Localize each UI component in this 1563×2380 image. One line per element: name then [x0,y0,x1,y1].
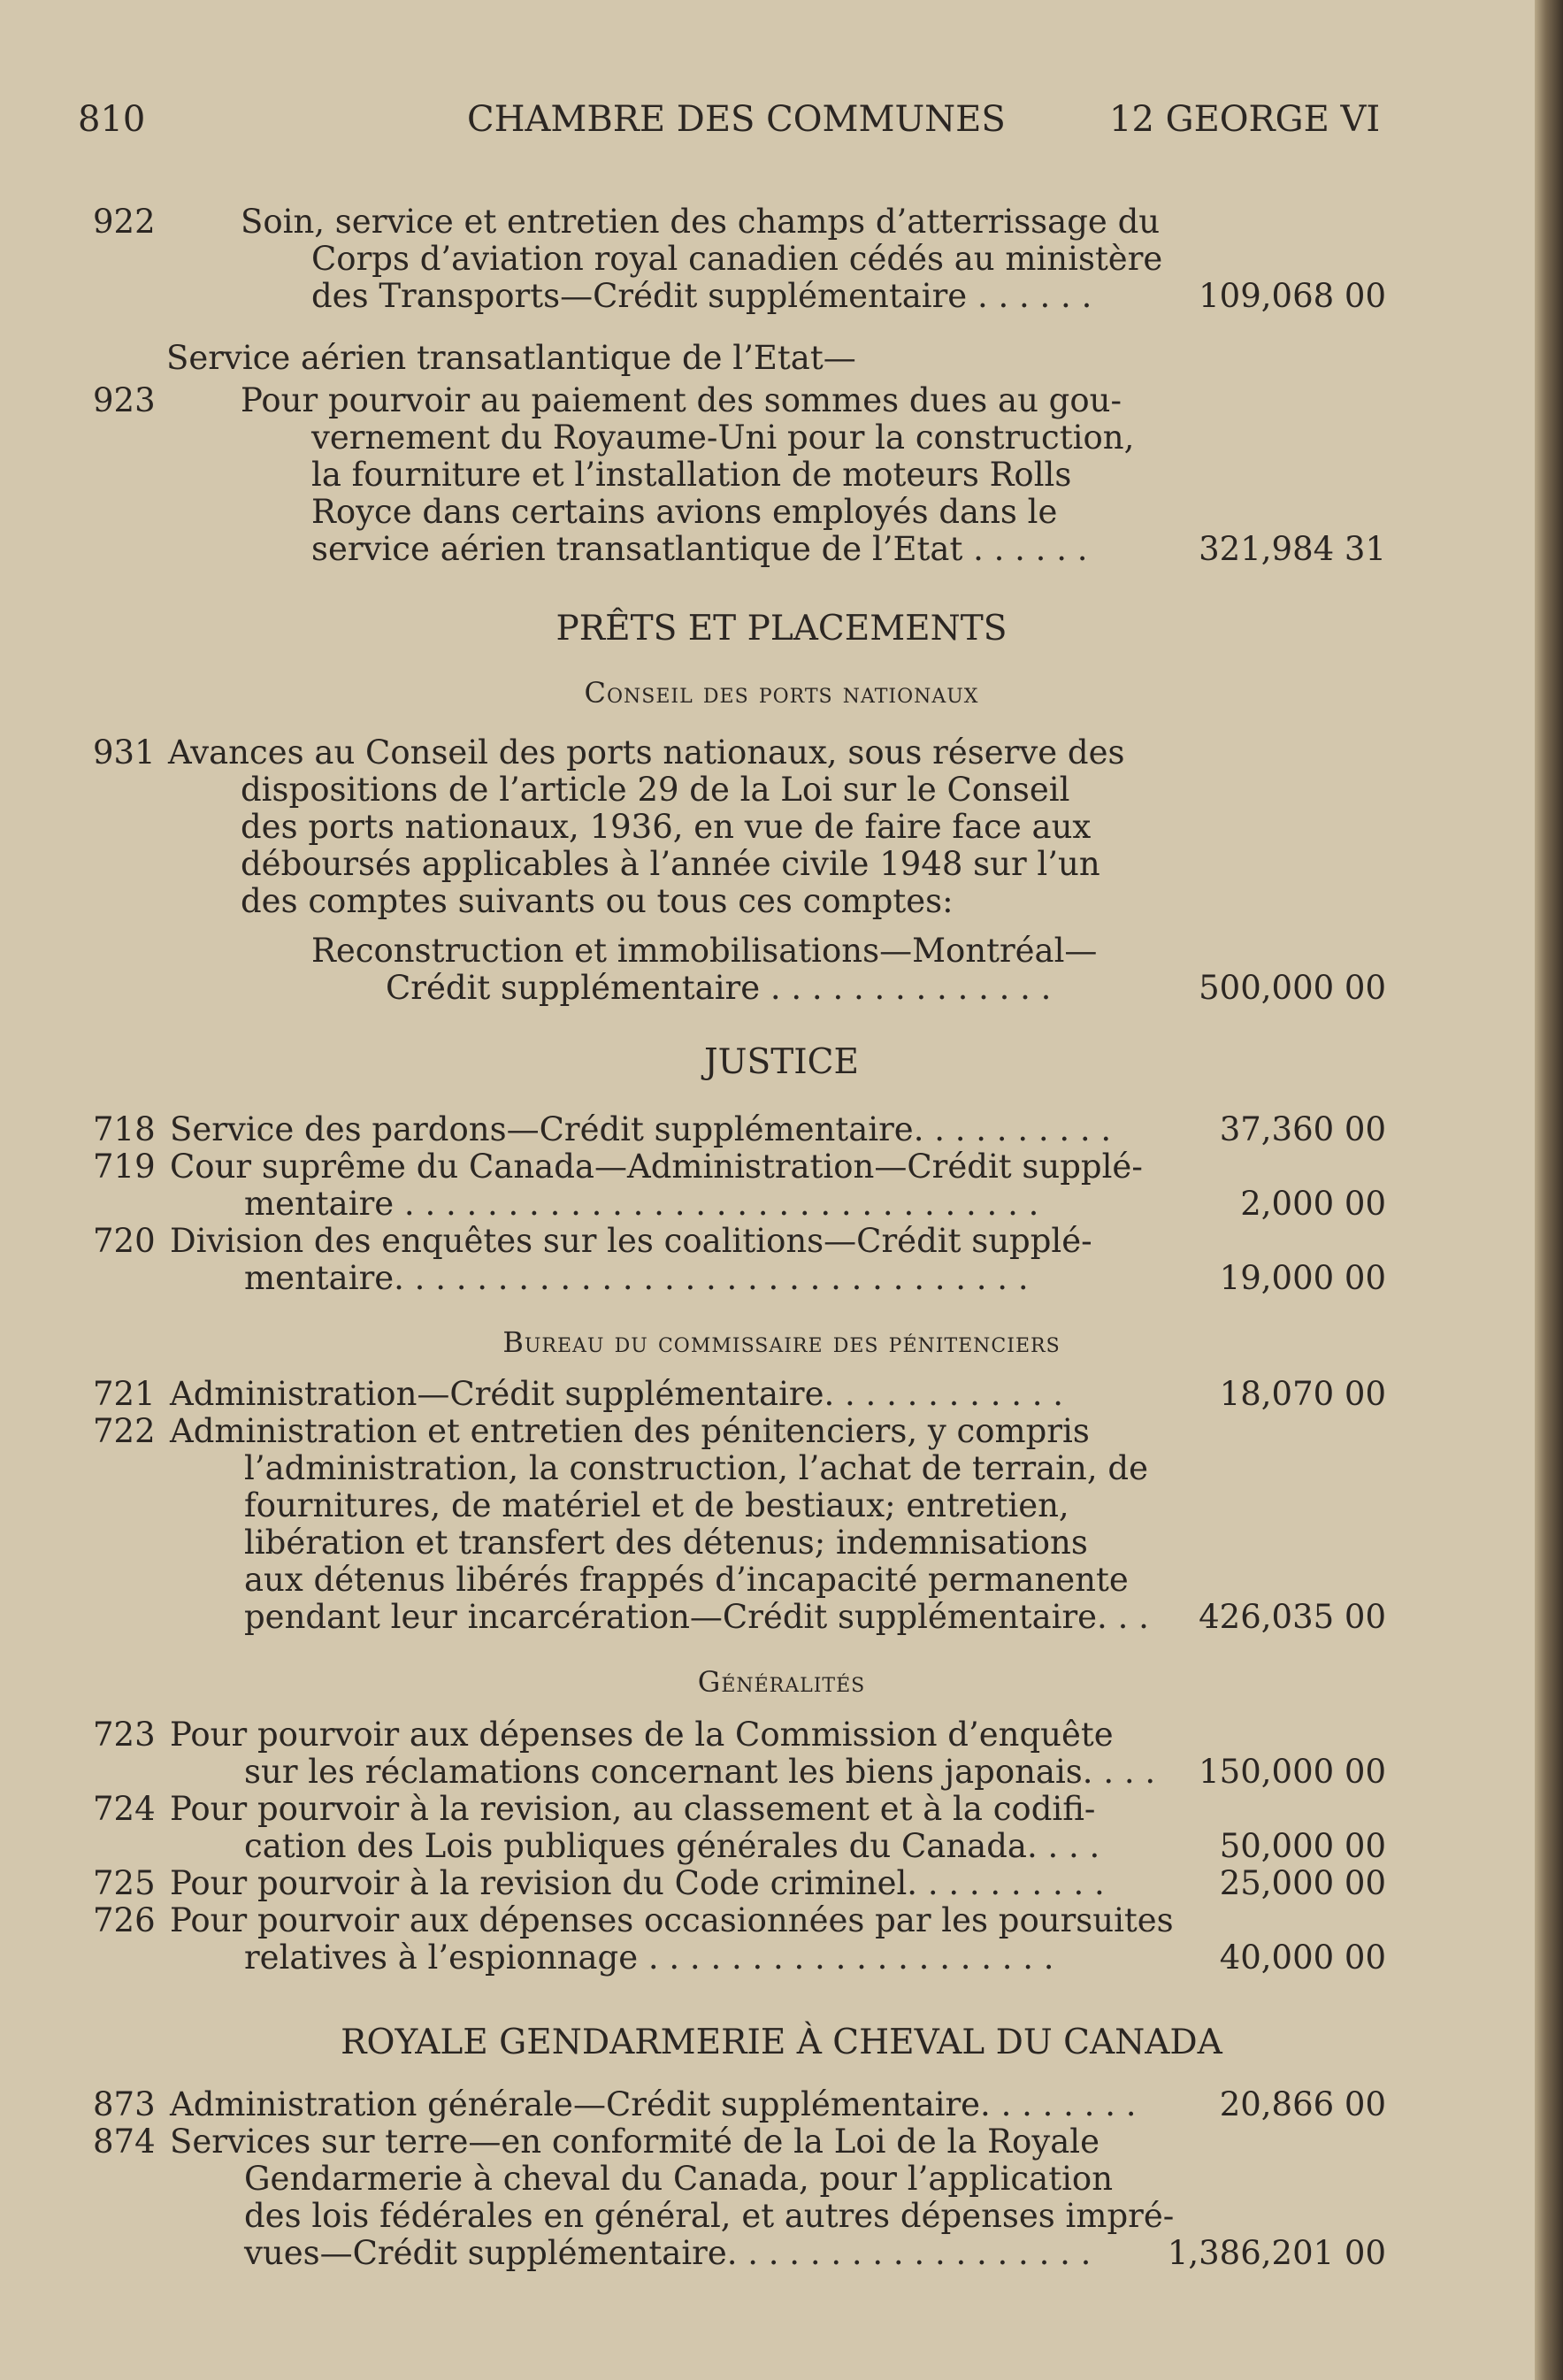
page-number: 810 [78,99,146,140]
vote-line: aux détenus libérés frappés d’incapacité permanente [244,1561,1129,1599]
vote-line: dispositions de l’article 29 de la Loi sur le Conseil [241,771,1070,809]
vote-line: Corps d’aviation royal canadien cédés au ministère [311,240,1163,278]
vote-line: Administration et entretien des pénitenciers, y compris [170,1412,1090,1450]
vote-line: service aérien transatlantique de l’Etat . . . . . . [311,530,1088,568]
vote-amount: 321,984 31 [1199,530,1386,568]
vote-amount: 25,000 00 [1219,1864,1386,1902]
header-title: CHAMBRE DES COMMUNES [467,99,1006,140]
vote-line: Soin, service et entretien des champs d’atterrissage du [241,203,1161,241]
vote-number: 931 [93,733,156,772]
vote-line: libération et transfert des détenus; indemnisations [244,1524,1088,1562]
section-heading-prets: PRÊTS ET PLACEMENTS [555,609,1008,649]
vote-line: des ports nationaux, 1936, en vue de faire face aux [241,808,1092,846]
vote-amount: 426,035 00 [1199,1598,1386,1636]
section-heading-justice: JUSTICE [704,1042,859,1082]
vote-line: des Transports—Crédit supplémentaire . . . . . . [311,277,1092,315]
vote-number: 723 [93,1716,156,1754]
vote-number: 922 [93,203,156,241]
section-heading-grc: ROYALE GENDARMERIE À CHEVAL DU CANADA [341,2023,1222,2062]
vote-line: Administration générale—Crédit supplémentaire. . . . . . . . [170,2085,1137,2123]
vote-line: Pour pourvoir au paiement des sommes dues au gou- [241,381,1122,419]
vote-amount: 37,360 00 [1219,1110,1386,1148]
vote-amount: 1,386,201 00 [1167,2234,1386,2272]
vote-number: 720 [93,1222,156,1260]
vote-line: Crédit supplémentaire . . . . . . . . . . . . . . [386,969,1052,1007]
vote-amount: 500,000 00 [1199,969,1386,1007]
vote-amount: 19,000 00 [1219,1259,1386,1297]
vote-line: Cour suprême du Canada—Administration—Crédit supplé- [170,1148,1143,1186]
subsection-heading-ports: Conseil des ports nationaux [584,676,979,710]
vote-amount: 20,866 00 [1219,2085,1386,2123]
vote-line: Gendarmerie à cheval du Canada, pour l’application [244,2160,1114,2198]
vote-line: Division des enquêtes sur les coalitions—Crédit supplé- [170,1222,1092,1260]
vote-number: 726 [93,1901,156,1939]
vote-line: Service des pardons—Crédit supplémentaire. . . . . . . . . . [170,1110,1112,1148]
vote-line: vues—Crédit supplémentaire. . . . . . . . . . . . . . . . . . [244,2234,1092,2272]
vote-line: vernement du Royaume-Uni pour la construction, [311,418,1135,457]
vote-line: Reconstruction et immobilisations—Montréal— [311,932,1098,970]
vote-line: des lois fédérales en général, et autres dépenses impré- [244,2197,1175,2235]
vote-amount: 40,000 00 [1219,1939,1386,1977]
vote-amount: 2,000 00 [1240,1185,1386,1223]
vote-line: des comptes suivants ou tous ces comptes: [241,882,954,920]
vote-line: Services sur terre—en conformité de la Loi de la Royale [170,2123,1100,2161]
vote-line: relatives à l’espionnage . . . . . . . . . . . . . . . . . . . . [244,1939,1054,1977]
vote-number: 923 [93,381,156,419]
vote-line: Avances au Conseil des ports nationaux, sous réserve des [168,733,1125,772]
vote-amount: 18,070 00 [1219,1375,1386,1413]
header-reign: 12 GEORGE VI [1109,99,1381,140]
vote-number: 725 [93,1864,156,1902]
vote-number: 721 [93,1375,156,1413]
subsection-heading-generalites: Généralités [697,1665,866,1699]
subsection-heading-penitenciers: Bureau du commissaire des pénitenciers [502,1325,1061,1359]
vote-line: Pour pourvoir aux dépenses de la Commission d’enquête [170,1716,1114,1754]
vote-amount: 150,000 00 [1199,1753,1386,1791]
vote-line: pendant leur incarcération—Crédit supplémentaire. . . [244,1598,1149,1636]
subheading-transatlantique: Service aérien transatlantique de l’Etat— [166,339,856,377]
vote-line: la fourniture et l’installation de moteurs Rolls [311,456,1072,494]
vote-line: déboursés applicables à l’année civile 1948 sur l’un [241,845,1100,883]
vote-number: 873 [93,2085,156,2123]
vote-number: 722 [93,1412,156,1450]
vote-line: Pour pourvoir à la revision, au classement et à la codifi- [170,1790,1096,1828]
vote-line: Pour pourvoir à la revision du Code criminel. . . . . . . . . . [170,1864,1105,1902]
vote-number: 718 [93,1110,156,1148]
vote-line: l’administration, la construction, l’achat de terrain, de [244,1449,1148,1487]
vote-line: Pour pourvoir aux dépenses occasionnées par les poursuites [170,1901,1174,1939]
vote-amount: 109,068 00 [1199,277,1386,315]
running-header [0,99,1563,152]
vote-line: Administration—Crédit supplémentaire. . . . . . . . . . . . [170,1375,1064,1413]
vote-line: mentaire . . . . . . . . . . . . . . . . . . . . . . . . . . . . . . . [244,1185,1039,1223]
vote-amount: 50,000 00 [1219,1827,1386,1865]
vote-line: fournitures, de matériel et de bestiaux; entretien, [244,1486,1069,1524]
vote-line: mentaire. . . . . . . . . . . . . . . . . . . . . . . . . . . . . . . [244,1259,1029,1297]
vote-number: 874 [93,2123,156,2161]
vote-line: sur les réclamations concernant les biens japonais. . . . [244,1753,1156,1791]
vote-number: 719 [93,1148,156,1186]
vote-line: cation des Lois publiques générales du Canada. . . . [244,1827,1100,1865]
vote-number: 724 [93,1790,156,1828]
vote-line: Royce dans certains avions employés dans le [311,493,1058,531]
